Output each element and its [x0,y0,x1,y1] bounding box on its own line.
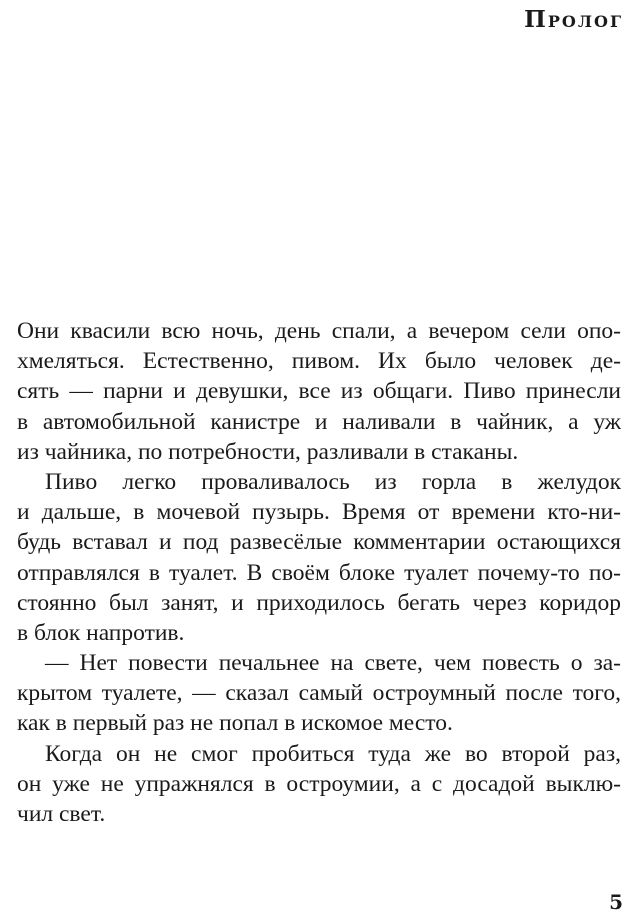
text-line: Когда он не смог пробиться туда же во второй раз, [45,740,621,767]
paragraph-3 [17,648,621,739]
text-line: стоянно был занят, и приходилось бегать через коридор [17,589,621,616]
text-line: в блок напротив. [17,619,185,646]
text-line: чил свет. [17,801,106,827]
text-line: будь вставал и под развесёлые комментарии остающихся [17,529,621,556]
text-line: в автомобильной канистре и наливали в чайник, а уж [17,408,621,435]
paragraph-4 [17,739,621,830]
text-line: сять — парни и девушки, все из общаги. Пиво принесли [17,378,621,405]
chapter-title: Пролог [524,6,623,33]
text-line: — Нет повести печальнее на свете, чем повесть о за- [45,650,621,677]
text-line: Пиво легко проваливалось из горла в желудок [45,468,621,495]
body-text [17,316,621,829]
text-line: Они квасили всю ночь, день спали, а вечером сели опо- [17,318,621,344]
text-line: и дальше, в мочевой пузырь. Время от времени кто-ни- [17,499,621,526]
text-line: крытом туалете, — сказал самый остроумный после того, [17,680,621,707]
text-line: из чайника, по потребности, разливали в стаканы. [17,438,519,465]
page-number: 5 [609,890,623,914]
paragraph-1 [17,316,621,467]
text-line: он уже не упражнялся в остроумии, а с досадой выклю- [17,770,621,797]
text-line: хмеляться. Естественно, пивом. Их было человек де- [17,348,621,375]
text-line: как в первый раз не попал в искомое место. [17,710,453,737]
paragraph-2 [17,467,621,648]
text-line: отправлялся в туалет. В своём блоке туалет почему-то по- [17,559,621,586]
